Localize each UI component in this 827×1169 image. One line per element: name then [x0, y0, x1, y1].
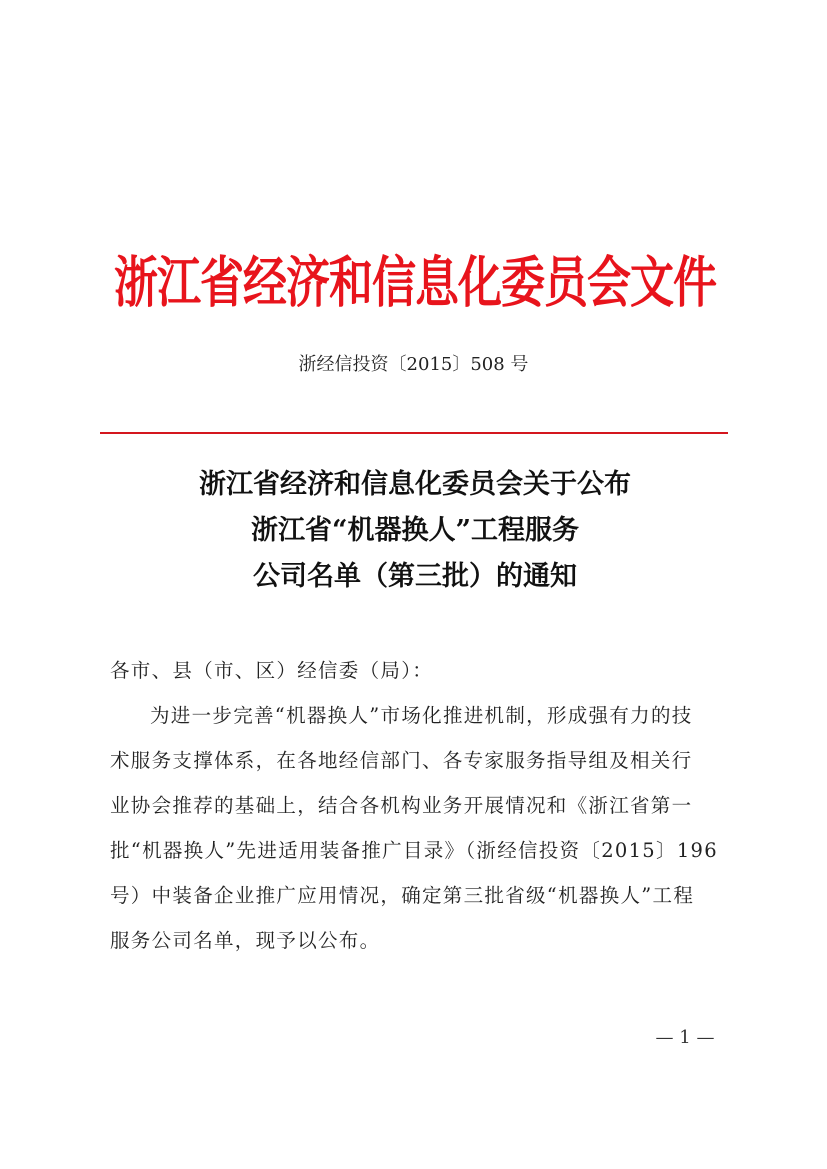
notice-title-line: 浙江省“机器换人”工程服务 — [250, 515, 580, 546]
paragraph-line: 术服务支撑体系，在各地经信部门、各专家服务指导组及相关行 — [110, 749, 693, 772]
paragraph-line: 号）中装备企业推广应用情况，确定第三批省级“机器换人”工程 — [110, 884, 695, 907]
paragraph-line: 服务公司名单，现予以公布。 — [110, 929, 381, 952]
document-number: 浙经信投资〔2015〕508 号 — [298, 354, 529, 375]
notice-title-line: 浙江省经济和信息化委员会关于公布 — [199, 469, 631, 500]
page-number: — 1 — — [655, 1027, 715, 1048]
red-divider-line — [100, 432, 728, 434]
notice-title — [100, 462, 730, 600]
paragraph-line: 为进一步完善“机器换人”市场化推进机制，形成强有力的技 — [150, 704, 693, 727]
notice-title-line: 公司名单（第三批）的通知 — [253, 561, 577, 592]
paragraph-line: 业协会推荐的基础上，结合各机构业务开展情况和《浙江省第一 — [110, 794, 693, 817]
document-header-title: 浙江省经济和信息化委员会文件 — [114, 251, 716, 316]
salutation: 各市、县（市、区）经信委（局）： — [110, 659, 434, 682]
notice-body — [110, 648, 722, 963]
paragraph-line: 批“机器换人”先进适用装备推广目录》（浙经信投资〔2015〕196 — [110, 839, 718, 862]
